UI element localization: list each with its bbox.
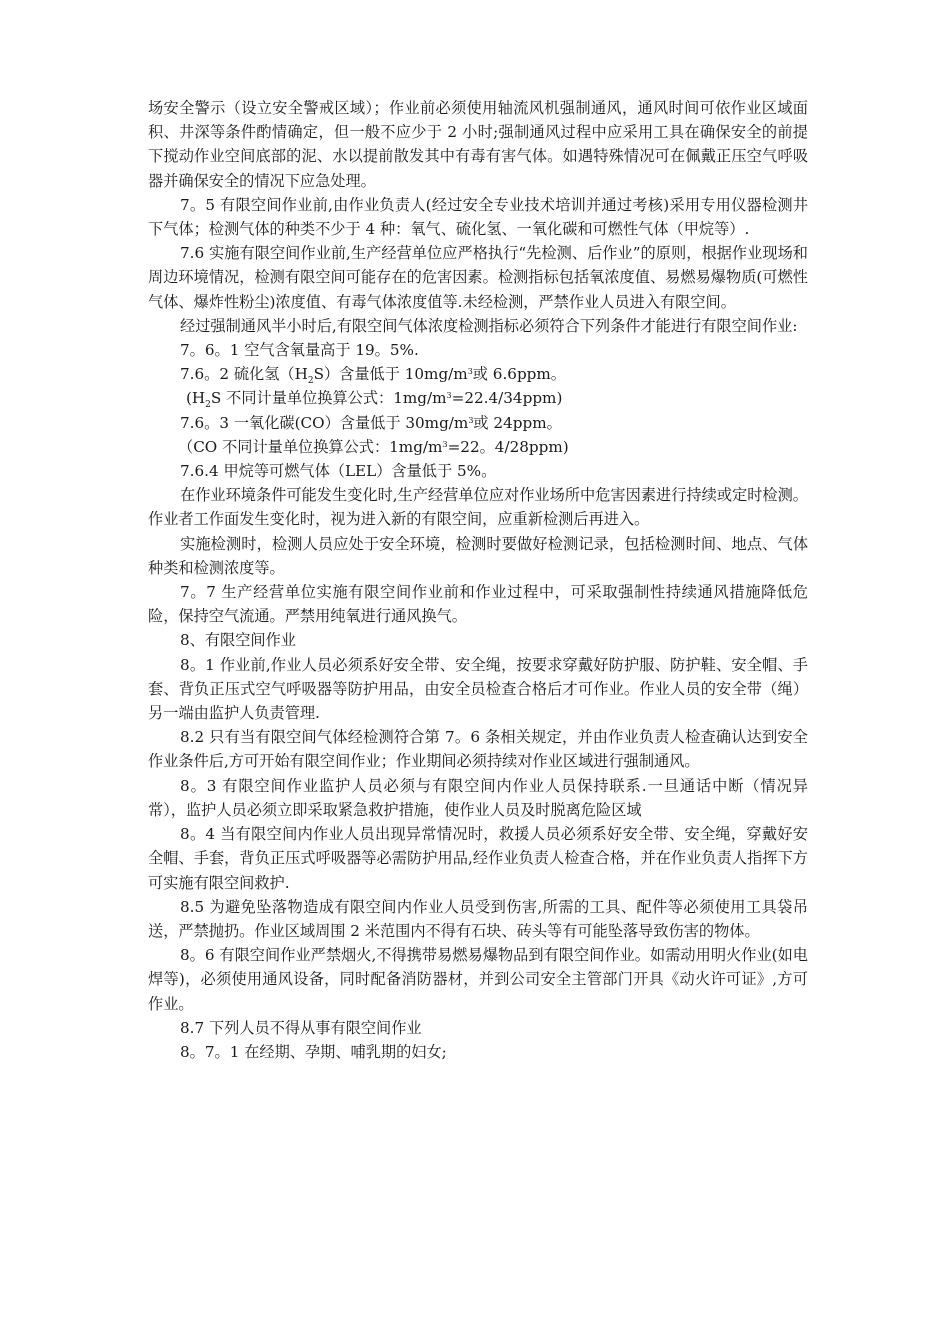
- co-line-a-suffix: 或 24ppm。: [473, 413, 562, 432]
- co-line-a-prefix: 7.6。3 一氧化碳(CO）含量低于 30mg/m: [180, 413, 469, 432]
- paragraph-7-7: 7。7 生产经营单位实施有限空间作业前和作业过程中，可采取强制性持续通风措施降低危险，保持空气流通。严禁用纯氧进行通风换气。: [148, 583, 808, 626]
- h2s-line-b-prefix: (H: [186, 389, 206, 408]
- paragraph-8-2: 8.2 只有当有限空间气体经检测符合第 7。6 条相关规定，并由作业负责人检查确认达到安全作业条件后,方可开始有限空间作业；作业期间必须持续对作业区域进行强制通风。: [148, 728, 808, 771]
- co-line-b-suffix: =22。4/28ppm): [447, 437, 569, 456]
- h2s-line-b-mid: S 不同计量单位换算公式：1mg/m: [210, 389, 447, 408]
- h2s-line-a-sup: 3: [467, 367, 473, 377]
- co-line-b-sup: 3: [442, 439, 448, 449]
- paragraph-7-6-1: 7。6。1 空气含氧量高于 19。5%.: [180, 341, 419, 360]
- paragraph-8-7: 8.7 下列人员不得从事有限空间作业: [180, 1018, 422, 1037]
- co-line-b-prefix: （CO 不同计量单位换算公式：1mg/m: [178, 437, 443, 456]
- paragraph-7-6-2: [148, 362, 808, 386]
- paragraph-co-formula: [148, 435, 808, 459]
- paragraph-7-6-4: 7.6.4 甲烷等可燃气体（LEL）含量低于 5%。: [180, 462, 497, 481]
- paragraph-conditions: 经过强制通风半小时后,有限空间气体浓度检测指标必须符合下列条件才能进行有限空间作业:: [180, 316, 798, 335]
- h2s-line-b-suffix: =22.4/34ppm): [451, 389, 563, 408]
- paragraph-8-3: 8。3 有限空间作业监护人员必须与有限空间内作业人员保持联系.一旦通话中断（情况异常），监护人员必须立即采取紧急救护措施，使作业人员及时脱离危险区域: [148, 776, 808, 819]
- section-heading-8: 8、有限空间作业: [180, 631, 296, 650]
- h2s-line-b-sub: 2: [205, 400, 211, 411]
- paragraph-8-4: 8。4 当有限空间内作业人员出现异常情况时，救援人员必须系好安全带、安全绳，穿戴好安全帽、手套，背负正压式呼吸器等必需防护用品,经作业负责人检查合格，并在作业负责人指挥下方可实施有限空间救护.: [148, 825, 808, 892]
- paragraph-7-5: 7。5 有限空间作业前,由作业负责人(经过安全专业技术培训并通过考核)采用专用仪器检测井下气体；检测气体的种类不少于 4 种：氧气、硫化氢、一氧化碳和可燃性气体（甲烷等）.: [148, 195, 808, 239]
- document-page: [148, 96, 808, 1064]
- paragraph-7-6: 7.6 实施有限空间作业前,生产经营单位应严格执行“先检测、后作业”的原则，根据作业现场和周边环境情况，检测有限空间可能存在的危害因素。检测指标包括氧浓度值、易燃易爆物质(可燃性气体、爆炸性粉尘)浓度值、有毒气体浓度值等.未经检测，严禁作业人员进入有限空间。: [148, 244, 808, 311]
- paragraph-8-6: 8。6 有限空间作业严禁烟火,不得携带易燃易爆物品到有限空间作业。如需动用明火作业(如电焊等)，必须使用通风设备，同时配备消防器材，并到公司安全主管部门开具《动火许可证》,方可作业。: [148, 946, 808, 1013]
- paragraph-8-1: 8。1 作业前,作业人员必须系好安全带、安全绳，按要求穿戴好防护服、防护鞋、安全帽、手套、背负正压式空气呼吸器等防护用品，由安全员检查合格后才可作业。作业人员的安全带（绳）另一端由监护人负责管理.: [148, 655, 808, 723]
- h2s-line-a-prefix: 7.6。2 硫化氢（H: [180, 365, 308, 384]
- paragraph-continuous-detection: 在作业环境条件可能发生变化时,生产经营单位应对作业场所中危害因素进行持续或定时检测。作业者工作面发生变化时，视为进入新的有限空间，应重新检测后再进入。: [148, 486, 808, 529]
- paragraph-8-7-1: 8。7。1 在经期、孕期、哺乳期的妇女;: [180, 1042, 447, 1061]
- co-line-a-sup: 3: [468, 415, 474, 425]
- paragraph-8-5: 8.5 为避免坠落物造成有限空间内作业人员受到伤害,所需的工具、配件等必须使用工具袋吊送，严禁抛扔。作业区域周围 2 米范围内不得有石块、砖头等有可能坠落导致伤害的物体。: [148, 897, 808, 940]
- h2s-line-b-sup: 3: [446, 391, 452, 401]
- h2s-line-a-sub: 2: [307, 376, 314, 387]
- paragraph-ventilation: 场安全警示（设立安全警戒区域）；作业前必须使用轴流风机强制通风，通风时间可依作业区域面积、井深等条件酌情确定，但一般不应少于 2 小时;强制通风过程中应采用工具在确保安全的前提下搅动作业空间底部的泥、水以提前散发其中有毒有害气体。如遇特殊情况可在佩戴正压空气呼吸器并确保安全的情况下应急处理。: [148, 99, 808, 190]
- h2s-line-a-mid: S）含量低于 10mg/m: [313, 365, 468, 384]
- h2s-line-a-suffix: 或 6.6ppm。: [472, 365, 566, 384]
- paragraph-h2s-formula: [148, 386, 808, 410]
- paragraph-7-6-3: [148, 411, 808, 435]
- paragraph-detection-record: 实施检测时，检测人员应处于安全环境，检测时要做好检测记录，包括检测时间、地点、气体种类和检测浓度等。: [148, 534, 808, 577]
